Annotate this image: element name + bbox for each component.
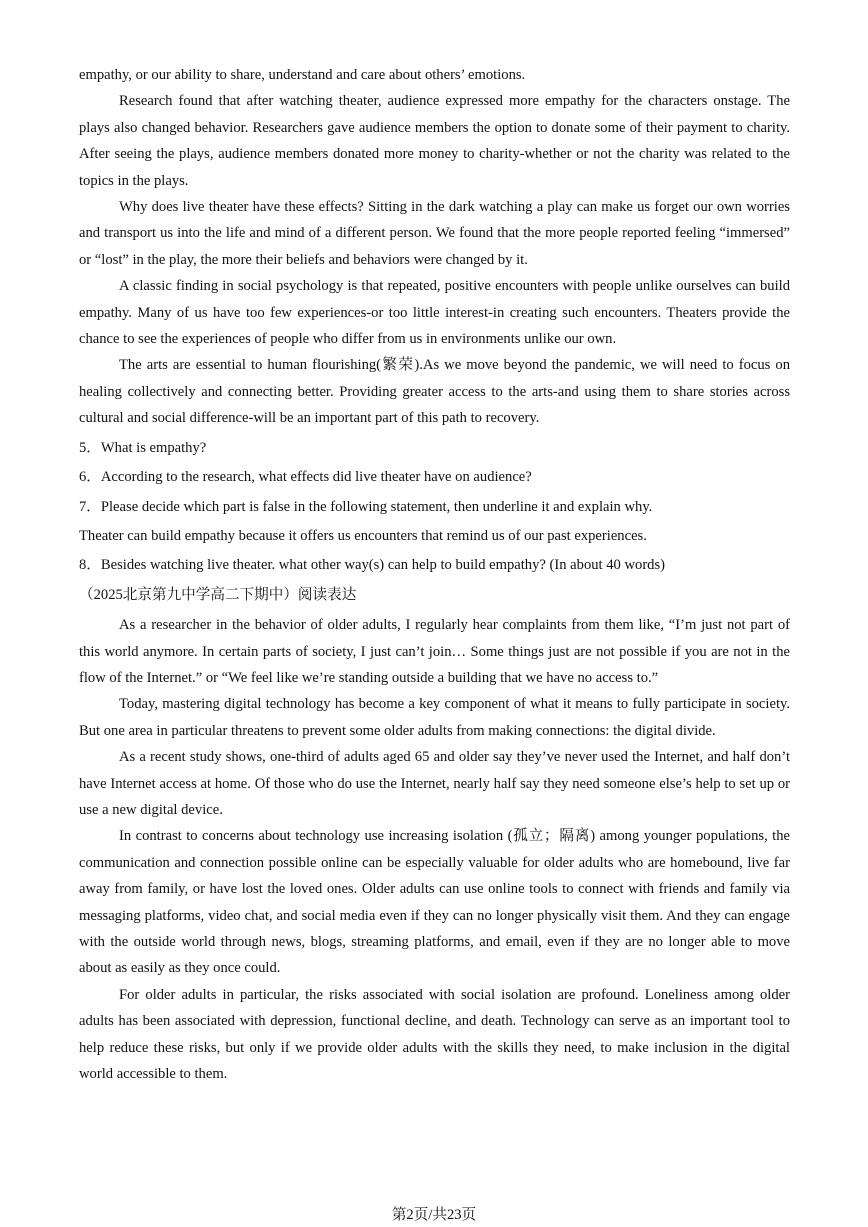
question-7-statement: Theater can build empathy because it offers us encounters that remind us of our past experiences.: [79, 527, 647, 544]
passage1-paragraph: Research found that after watching theater, audience expressed more empathy for the characters onstage. The plays also changed behavior. Researchers gave audience members the option to donate some of their payment to charity. After seeing the plays, audience members donated more money to charity-whether or not the charity was related to the topics in the plays.: [79, 93, 790, 189]
passage2-paragraph: Today, mastering digital technology has become a key component of what it means to fully participate in society. But one area in particular threatens to prevent some older adults from making connections: the digital divide.: [79, 696, 790, 739]
question-7: 7．Please decide which part is false in the following statement, then underline it and explain why.: [79, 498, 653, 515]
passage1-paragraph: A classic finding in social psychology is that repeated, positive encounters with people unlike ourselves can build empathy. Many of us have too few experiences-or too little interest-in creating such encounters. Theaters provide the chance to see the experiences of people who differ from us in environments unlike our own.: [79, 278, 790, 348]
question-8: 8．Besides watching live theater. what other way(s) can help to build empathy? (In about 40 words): [79, 557, 666, 574]
passage2-paragraph: As a researcher in the behavior of older adults, I regularly hear complaints from them like, “I’m just not part of this world anymore. In certain parts of society, I just can’t join… Some things just are not possible if you are not in the flow of the Internet.” or “We feel like we’re standing outside a building that we have no access to.”: [79, 617, 790, 686]
passage2-paragraph: For older adults in particular, the risks associated with social isolation are profound. Loneliness among older adults has been associated with depression, functional decline, and death. Technology can serve as an important tool to help reduce these risks, but only if we provide older adults with the skills they need, to make inclusion in the digital world accessible to them.: [79, 986, 790, 1083]
passage1-paragraph: Why does live theater have these effects? Sitting in the dark watching a play can make us forget our own worries and transport us into the life and mind of a different person. We found that the more people reported feeling “immersed” or “lost” in the play, the more their beliefs and behaviors were changed by it.: [79, 199, 790, 268]
passage2-paragraph: As a recent study shows, one-third of adults aged 65 and older say they’ve never used the Internet, and half don’t have Internet access at home. Of those who do use the Internet, nearly half say they need someone else’s help to set up or use a new digital device.: [79, 749, 790, 818]
section-heading: （2025北京第九中学高二下期中）阅读表达: [79, 586, 357, 603]
question-5: 5．What is empathy?: [79, 439, 207, 456]
passage2-paragraph: In contrast to concerns about technology use increasing isolation (孤立；隔离) among younger populations, the communication and connection possible online can be especially valuable for older adults who are homebound, live far away from family, or have lost the loved ones. Older adults can use online tools to connect with friends and family via messaging platforms, video chat, and social media even if they can no longer physically visit them. And they can engage with the outside world through news, blogs, streaming platforms, and email, even if they are no longer able to move about as easily as they once could.: [79, 828, 790, 977]
page-content: [79, 62, 790, 1087]
page-number: 第2页/共23页: [391, 1207, 477, 1223]
passage1-paragraph: The arts are essential to human flourishing(繁荣).As we move beyond the pandemic, we will need to focus on healing collectively and connecting better. Providing greater access to the arts-and using them to share stories across cultural and social difference-will be an important part of this path to recovery.: [79, 357, 790, 427]
question-6: 6．According to the research, what effects did live theater have on audience?: [79, 469, 532, 486]
passage1-paragraph: empathy, or our ability to share, understand and care about others’ emotions.: [79, 67, 526, 83]
